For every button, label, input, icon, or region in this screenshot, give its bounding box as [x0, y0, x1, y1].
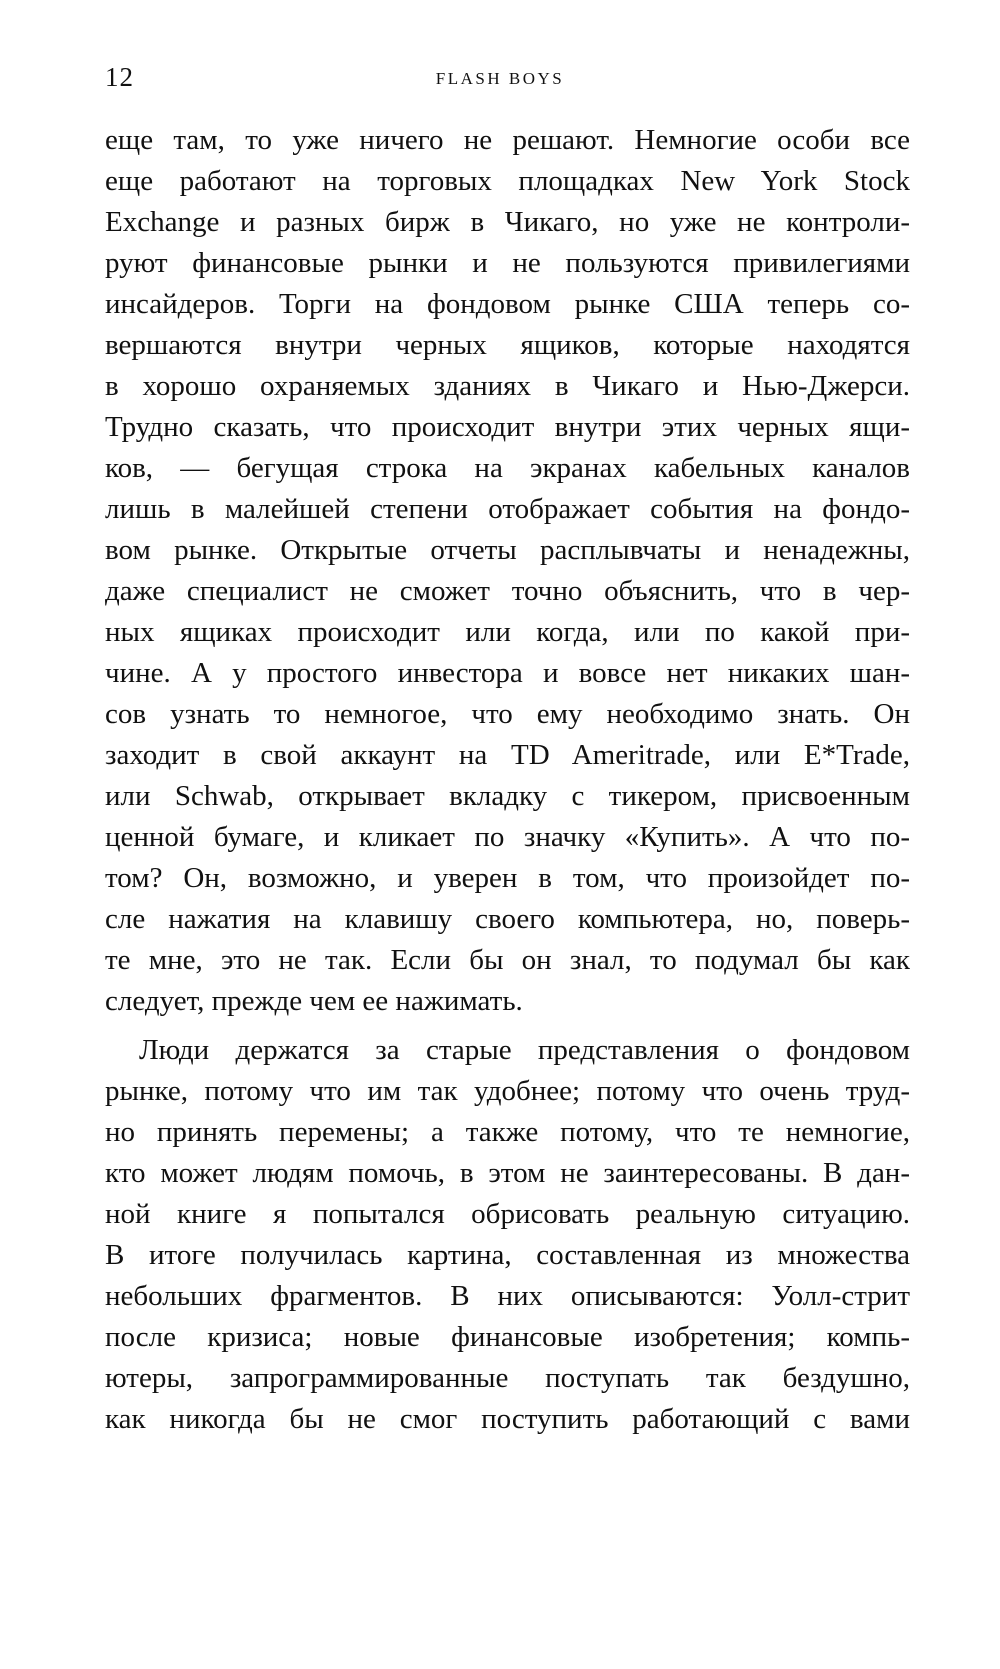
text-line: руют финансовые рынки и не пользуются привилегиями	[105, 247, 910, 279]
text-line: но принять перемены; а также потому, что те немногие,	[105, 1116, 910, 1148]
text-line: чине. А у простого инвестора и вовсе нет никаких шан-	[105, 657, 910, 689]
text-line: ных ящиках происходит или когда, или по какой при-	[105, 616, 910, 648]
text-line: ков, — бегущая строка на экранах кабельных каналов	[105, 452, 910, 484]
text-line: ной книге я попытался обрисовать реальную ситуацию.	[105, 1198, 910, 1230]
text-line: в хорошо охраняемых зданиях в Чикаго и Нью-Джерси.	[105, 370, 910, 402]
text-line: Exchange и разных бирж в Чикаго, но уже не контроли-	[105, 206, 910, 238]
text-line: лишь в малейшей степени отображает события на фондо-	[105, 493, 910, 525]
text-line: ценной бумаге, и кликает по значку «Купить». А что по-	[105, 821, 910, 853]
text-line: сле нажатия на клавишу своего компьютера, но, поверь-	[105, 903, 910, 935]
text-line: еще работают на торговых площадках New York Stock	[105, 165, 910, 197]
text-line: том? Он, возможно, и уверен в том, что произойдет по-	[105, 862, 910, 894]
text-line: после кризиса; новые финансовые изобретения; компь-	[105, 1321, 910, 1353]
text-line: рынке, потому что им так удобнее; потому что очень труд-	[105, 1075, 910, 1107]
text-line: небольших фрагментов. В них описываются: Уолл-стрит	[105, 1280, 910, 1312]
text-line: еще там, то уже ничего не решают. Немногие особи все	[105, 124, 910, 156]
paragraph-2	[105, 1030, 910, 1440]
running-head: FLASH BOYS	[435, 69, 565, 88]
text-line: В итоге получилась картина, составленная из множества	[105, 1239, 910, 1271]
text-line: заходит в свой аккаунт на TD Ameritrade, или E*Trade,	[105, 739, 910, 771]
text-line: те мне, это не так. Если бы он знал, то подумал бы как	[105, 944, 910, 976]
text-line: даже специалист не сможет точно объяснить, что в чер-	[105, 575, 910, 607]
text-line: вом рынке. Открытые отчеты расплывчаты и ненадежны,	[105, 534, 910, 566]
text-line: как никогда бы не смог поступить работающий с вами	[105, 1403, 910, 1435]
text-line: или Schwab, открывает вкладку с тикером, присвоенным	[105, 780, 910, 812]
paragraph-gap	[105, 1022, 910, 1030]
text-line: следует, прежде чем ее нажимать.	[105, 985, 523, 1017]
body-text	[105, 120, 910, 1440]
text-line: сов узнать то немногое, что ему необходимо знать. Он	[105, 698, 910, 730]
text-line: инсайдеров. Торги на фондовом рынке США теперь со-	[105, 288, 910, 320]
text-line: вершаются внутри черных ящиков, которые находятся	[105, 329, 910, 361]
page-number: 12	[105, 62, 134, 92]
text-line: ютеры, запрограммированные поступать так бездушно,	[105, 1362, 910, 1394]
paragraph-1	[105, 120, 910, 1022]
text-line: кто может людям помочь, в этом не заинтересованы. В дан-	[105, 1157, 910, 1189]
text-line: Трудно сказать, что происходит внутри этих черных ящи-	[105, 411, 910, 443]
text-line: Люди держатся за старые представления о фондовом	[139, 1034, 910, 1066]
